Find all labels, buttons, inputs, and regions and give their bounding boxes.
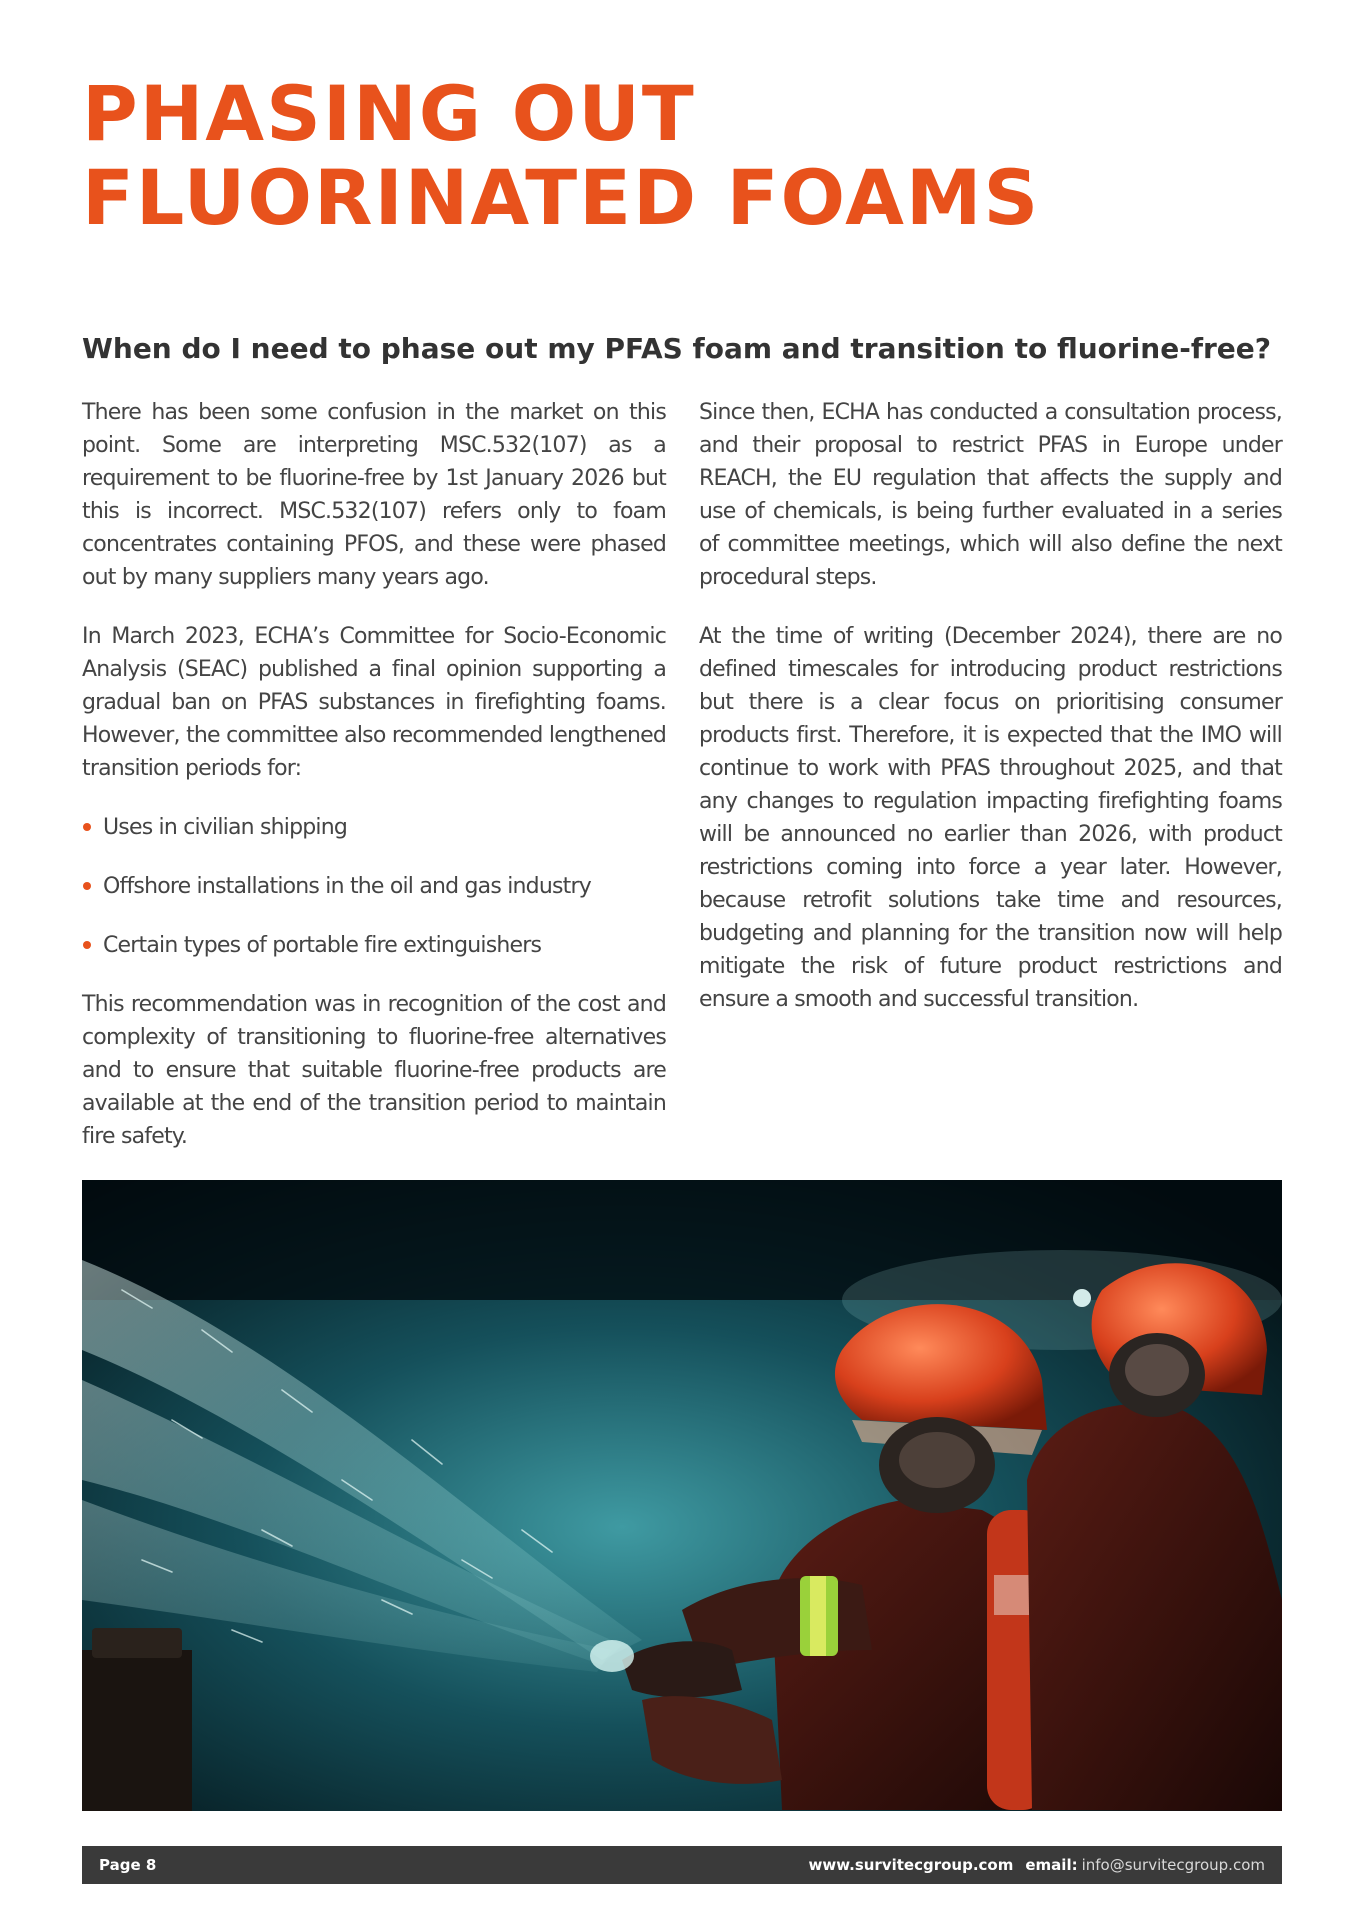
list-item: Offshore installations in the oil and gas industry	[82, 870, 666, 903]
right-paragraph-1: Since then, ECHA has conducted a consultation process, and their proposal to restrict PFAS in Europe under REACH, the EU regulation that affects the supply and use of chemicals, is being further evaluated in a series of committee meetings, which will also define the next procedural steps.	[699, 400, 1282, 590]
page-footer	[82, 1846, 1282, 1884]
right-paragraph-2: At the time of writing (December 2024), there are no defined timescales for introducing product restrictions but there is a clear focus on prioritising consumer products first. Therefore, it is expected that the IMO will continue to work with PFAS throughout 2025, and that any changes to regulation impacting firefighting foams will be announced no earlier than 2026, with product restrictions coming into force a year later. However, because retrofit solutions take time and resources, budgeting and planning for the transition now will help mitigate the risk of future product restrictions and ensure a smooth and successful transition.	[699, 624, 1282, 1012]
left-paragraph-1: There has been some confusion in the market on this point. Some are interpreting MSC.532(107) as a requirement to be fluorine-free by 1st January 2026 but this is incorrect. MSC.532(107) refers only to foam concentrates containing PFOS, and these were phased out by many suppliers many years ago.	[82, 400, 666, 590]
page-title	[82, 69, 1041, 242]
page-title-line-2: FLUORINATED FOAMS	[82, 153, 1041, 242]
left-paragraph-3: This recommendation was in recognition of the cost and complexity of transitioning to fluorine-free alternatives and to ensure that suitable fluorine-free products are available at the end of the transition period to maintain fire safety.	[82, 992, 666, 1149]
left-paragraph-2: In March 2023, ECHA’s Committee for Socio-Economic Analysis (SEAC) published a final opinion supporting a gradual ban on PFAS substances in firefighting foams. However, the committee also recommended lengthened transition periods for:	[82, 624, 666, 781]
right-column	[699, 396, 1282, 1042]
firefighters-photo-illustration	[82, 1180, 1282, 1811]
firefighters-photo	[82, 1180, 1282, 1811]
list-item: Certain types of portable fire extinguishers	[82, 929, 666, 962]
website-link[interactable]: www.survitecgroup.com	[808, 1856, 1014, 1874]
page-number: Page 8	[99, 1856, 157, 1874]
transition-uses-list	[82, 811, 666, 962]
email-link[interactable]: info@survitecgroup.com	[1081, 1856, 1265, 1874]
section-heading: When do I need to phase out my PFAS foam and transition to fluorine-free?	[82, 332, 1272, 365]
email-label: email:	[1025, 1856, 1078, 1874]
page-title-line-1: PHASING OUT	[82, 69, 696, 158]
list-item: Uses in civilian shipping	[82, 811, 666, 844]
left-column	[82, 396, 666, 1179]
footer-contact	[809, 1856, 1265, 1874]
